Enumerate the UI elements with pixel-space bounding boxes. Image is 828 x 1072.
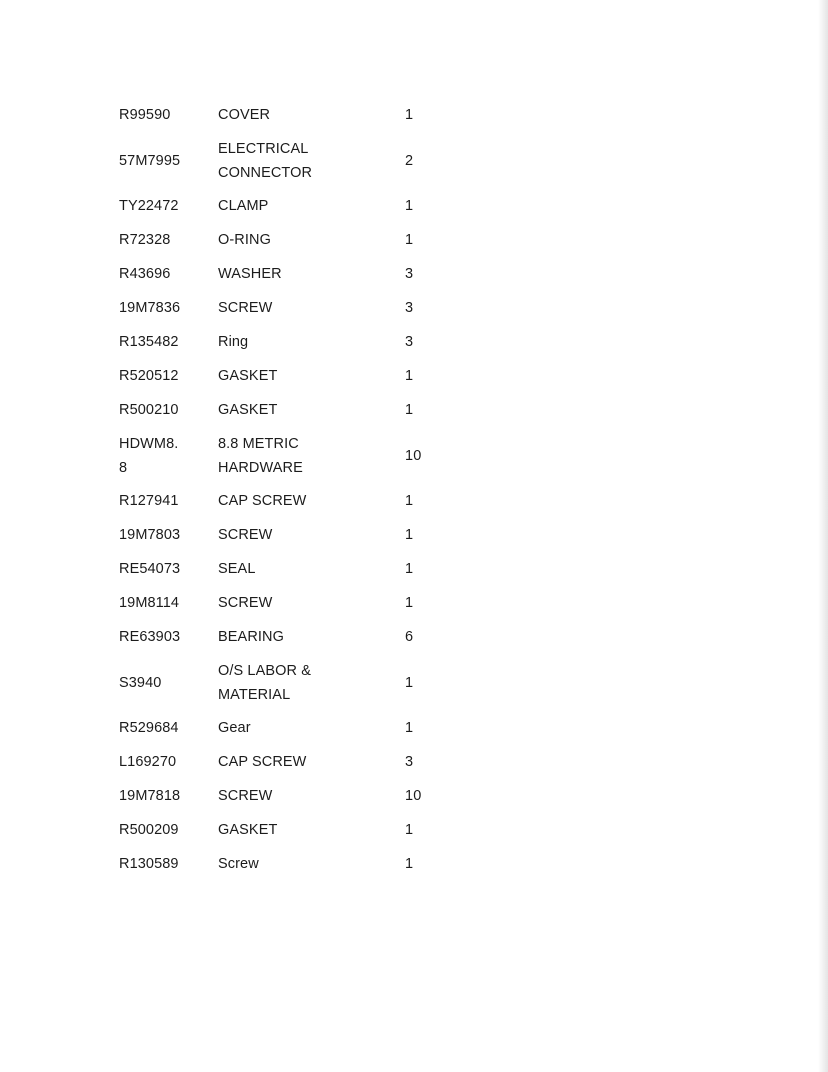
parts-row [119,587,539,621]
part-description: Gear [218,720,251,737]
part-description: SEAL [218,561,256,578]
part-number: R43696 [119,266,171,283]
part-description: 8.8 METRIC HARDWARE [218,436,303,476]
part-number: TY22472 [119,198,179,215]
parts-row [119,326,539,360]
part-quantity: 2 [405,152,414,169]
part-description: SCREW [218,300,273,317]
part-quantity: 1 [405,720,414,737]
part-quantity: 1 [405,527,414,544]
parts-row [119,814,539,848]
parts-row [119,655,539,712]
part-description: WASHER [218,266,282,283]
part-number: R500210 [119,402,179,419]
part-number: R529684 [119,720,179,737]
parts-row [119,780,539,814]
parts-row [119,519,539,553]
parts-row [119,428,539,485]
part-description: CAP SCREW [218,493,307,510]
part-description: O/S LABOR & MATERIAL [218,663,311,703]
part-quantity: 6 [405,629,414,646]
part-number: 57M7995 [119,152,181,169]
part-quantity: 1 [405,232,414,249]
parts-list [119,99,539,882]
part-number: RE54073 [119,561,181,578]
parts-row [119,394,539,428]
part-number: R99590 [119,107,171,124]
part-quantity: 1 [405,198,414,215]
part-number: R130589 [119,856,179,873]
part-description: ELECTRICAL CONNECTOR [218,141,313,181]
part-quantity: 1 [405,595,414,612]
part-quantity: 1 [405,561,414,578]
part-number: HDWM8. 8 [119,436,179,476]
part-description: SCREW [218,788,273,805]
parts-row [119,224,539,258]
part-description: SCREW [218,595,273,612]
parts-row [119,621,539,655]
parts-row [119,712,539,746]
part-description: GASKET [218,822,278,839]
part-quantity: 3 [405,266,414,283]
part-quantity: 1 [405,822,414,839]
part-number: R500209 [119,822,179,839]
part-number: 19M7803 [119,527,181,544]
part-description: CLAMP [218,198,269,215]
parts-row [119,553,539,587]
part-number: R127941 [119,493,179,510]
part-quantity: 1 [405,402,414,419]
part-number: R135482 [119,334,179,351]
part-quantity: 1 [405,856,414,873]
parts-row [119,485,539,519]
part-description: Ring [218,334,249,351]
part-number: S3940 [119,674,162,691]
parts-row [119,746,539,780]
page-edge-shadow [818,0,828,1072]
part-number: L169270 [119,754,177,771]
part-quantity: 1 [405,107,414,124]
parts-row [119,360,539,394]
part-description: BEARING [218,629,284,646]
part-number: RE63903 [119,629,181,646]
parts-row [119,99,539,133]
part-number: R520512 [119,368,179,385]
parts-row [119,133,539,190]
parts-row [119,258,539,292]
part-quantity: 10 [405,788,422,805]
part-number: 19M7836 [119,300,181,317]
part-description: CAP SCREW [218,754,307,771]
part-number: 19M7818 [119,788,181,805]
part-quantity: 1 [405,674,414,691]
parts-row [119,190,539,224]
part-number: 19M8114 [119,595,180,612]
part-quantity: 3 [405,300,414,317]
part-quantity: 3 [405,754,414,771]
part-description: GASKET [218,368,278,385]
part-description: COVER [218,107,271,124]
part-description: O-RING [218,232,271,249]
part-quantity: 1 [405,368,414,385]
part-description: GASKET [218,402,278,419]
part-description: Screw [218,856,259,873]
part-quantity: 10 [405,447,422,464]
part-number: R72328 [119,232,171,249]
part-quantity: 3 [405,334,414,351]
part-description: SCREW [218,527,273,544]
part-quantity: 1 [405,493,414,510]
parts-row [119,848,539,882]
parts-row [119,292,539,326]
